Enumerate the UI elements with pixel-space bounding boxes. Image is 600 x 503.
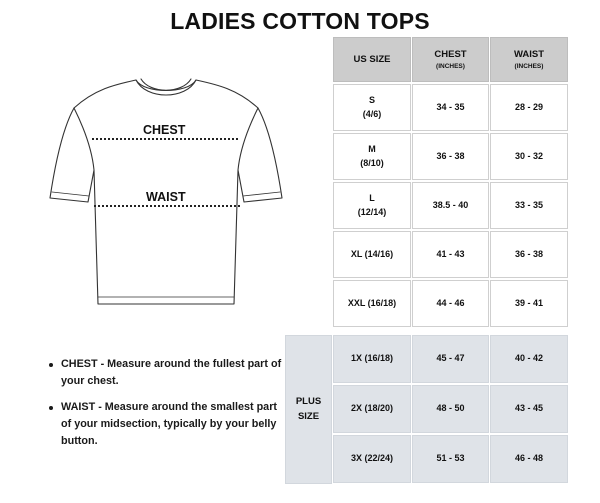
waist-value: 28 - 29 bbox=[514, 101, 544, 112]
table-row-size bbox=[333, 385, 411, 433]
chest-value: 41 - 43 bbox=[436, 248, 465, 259]
size-name: 3X (22/24) bbox=[350, 453, 394, 464]
header-chest-label: CHEST bbox=[434, 48, 467, 60]
header-waist-unit: (INCHES) bbox=[514, 62, 544, 70]
bullet-icon bbox=[49, 363, 53, 367]
header-chest bbox=[412, 37, 489, 82]
size-name: 2X (18/20) bbox=[350, 403, 394, 414]
note-waist: WAIST - Measure around the smallest part of your midsection, typically by your belly button. bbox=[61, 401, 277, 447]
waist-value: 46 - 48 bbox=[514, 453, 544, 464]
size-range: (12/14) bbox=[357, 206, 387, 217]
table-row-chest bbox=[412, 182, 489, 229]
table-row-size bbox=[333, 182, 411, 229]
size-name: M bbox=[368, 144, 376, 155]
table-row-size bbox=[333, 133, 411, 180]
chest-value: 34 - 35 bbox=[436, 101, 465, 112]
table-row-size bbox=[333, 84, 411, 131]
table-row-chest bbox=[412, 385, 489, 433]
chest-value: 48 - 50 bbox=[436, 403, 465, 414]
table-row-size bbox=[333, 280, 411, 327]
table-row-chest bbox=[412, 335, 489, 383]
list-item bbox=[46, 399, 286, 450]
size-name: 1X (16/18) bbox=[350, 353, 394, 364]
size-name: L bbox=[369, 193, 375, 204]
header-waist-label: WAIST bbox=[513, 48, 545, 60]
table-row-waist bbox=[490, 231, 568, 278]
table-row-waist bbox=[490, 182, 568, 229]
page-title: LADIES COTTON TOPS bbox=[170, 8, 430, 34]
waist-value: 36 - 38 bbox=[514, 248, 544, 259]
table-row-chest bbox=[412, 133, 489, 180]
size-name: XL (14/16) bbox=[350, 248, 394, 259]
table-row-chest bbox=[412, 84, 489, 131]
waist-value: 30 - 32 bbox=[514, 150, 544, 161]
chest-value: 38.5 - 40 bbox=[432, 199, 469, 210]
header-us-size-label: US SIZE bbox=[353, 53, 391, 65]
chest-value: 44 - 46 bbox=[436, 297, 465, 308]
table-row-waist bbox=[490, 435, 568, 483]
size-label: SIZE bbox=[297, 410, 320, 422]
size-range: (4/6) bbox=[362, 108, 382, 119]
table-row-waist bbox=[490, 133, 568, 180]
bullet-icon bbox=[49, 406, 53, 410]
table-row-chest bbox=[412, 280, 489, 327]
measurement-notes bbox=[46, 356, 286, 459]
waist-value: 40 - 42 bbox=[514, 353, 544, 364]
table-row-waist bbox=[490, 335, 568, 383]
table-row-waist bbox=[490, 84, 568, 131]
list-item bbox=[46, 356, 286, 390]
waist-value: 43 - 45 bbox=[514, 403, 544, 414]
waist-value: 33 - 35 bbox=[514, 199, 544, 210]
header-waist bbox=[490, 37, 568, 82]
size-name: XXL (16/18) bbox=[347, 297, 397, 308]
waist-label: WAIST bbox=[146, 190, 186, 204]
plus-label: PLUS bbox=[295, 396, 322, 408]
chest-label: CHEST bbox=[143, 123, 186, 137]
size-name: S bbox=[368, 95, 375, 106]
table-row-size bbox=[333, 335, 411, 383]
waist-value: 39 - 41 bbox=[514, 297, 544, 308]
table-row-size bbox=[333, 231, 411, 278]
table-row-chest bbox=[412, 435, 489, 483]
note-chest: CHEST - Measure around the fullest part of your chest. bbox=[61, 358, 282, 387]
chest-value: 45 - 47 bbox=[436, 353, 465, 364]
chest-value: 51 - 53 bbox=[436, 453, 465, 464]
header-chest-unit: (INCHES) bbox=[436, 62, 465, 70]
table-row-waist bbox=[490, 280, 568, 327]
table-row-chest bbox=[412, 231, 489, 278]
header-us-size bbox=[333, 37, 411, 82]
table-row-size bbox=[333, 435, 411, 483]
table-row-waist bbox=[490, 385, 568, 433]
plus-size-group-label bbox=[285, 335, 332, 484]
chest-value: 36 - 38 bbox=[436, 150, 465, 161]
size-range: (8/10) bbox=[360, 157, 384, 168]
